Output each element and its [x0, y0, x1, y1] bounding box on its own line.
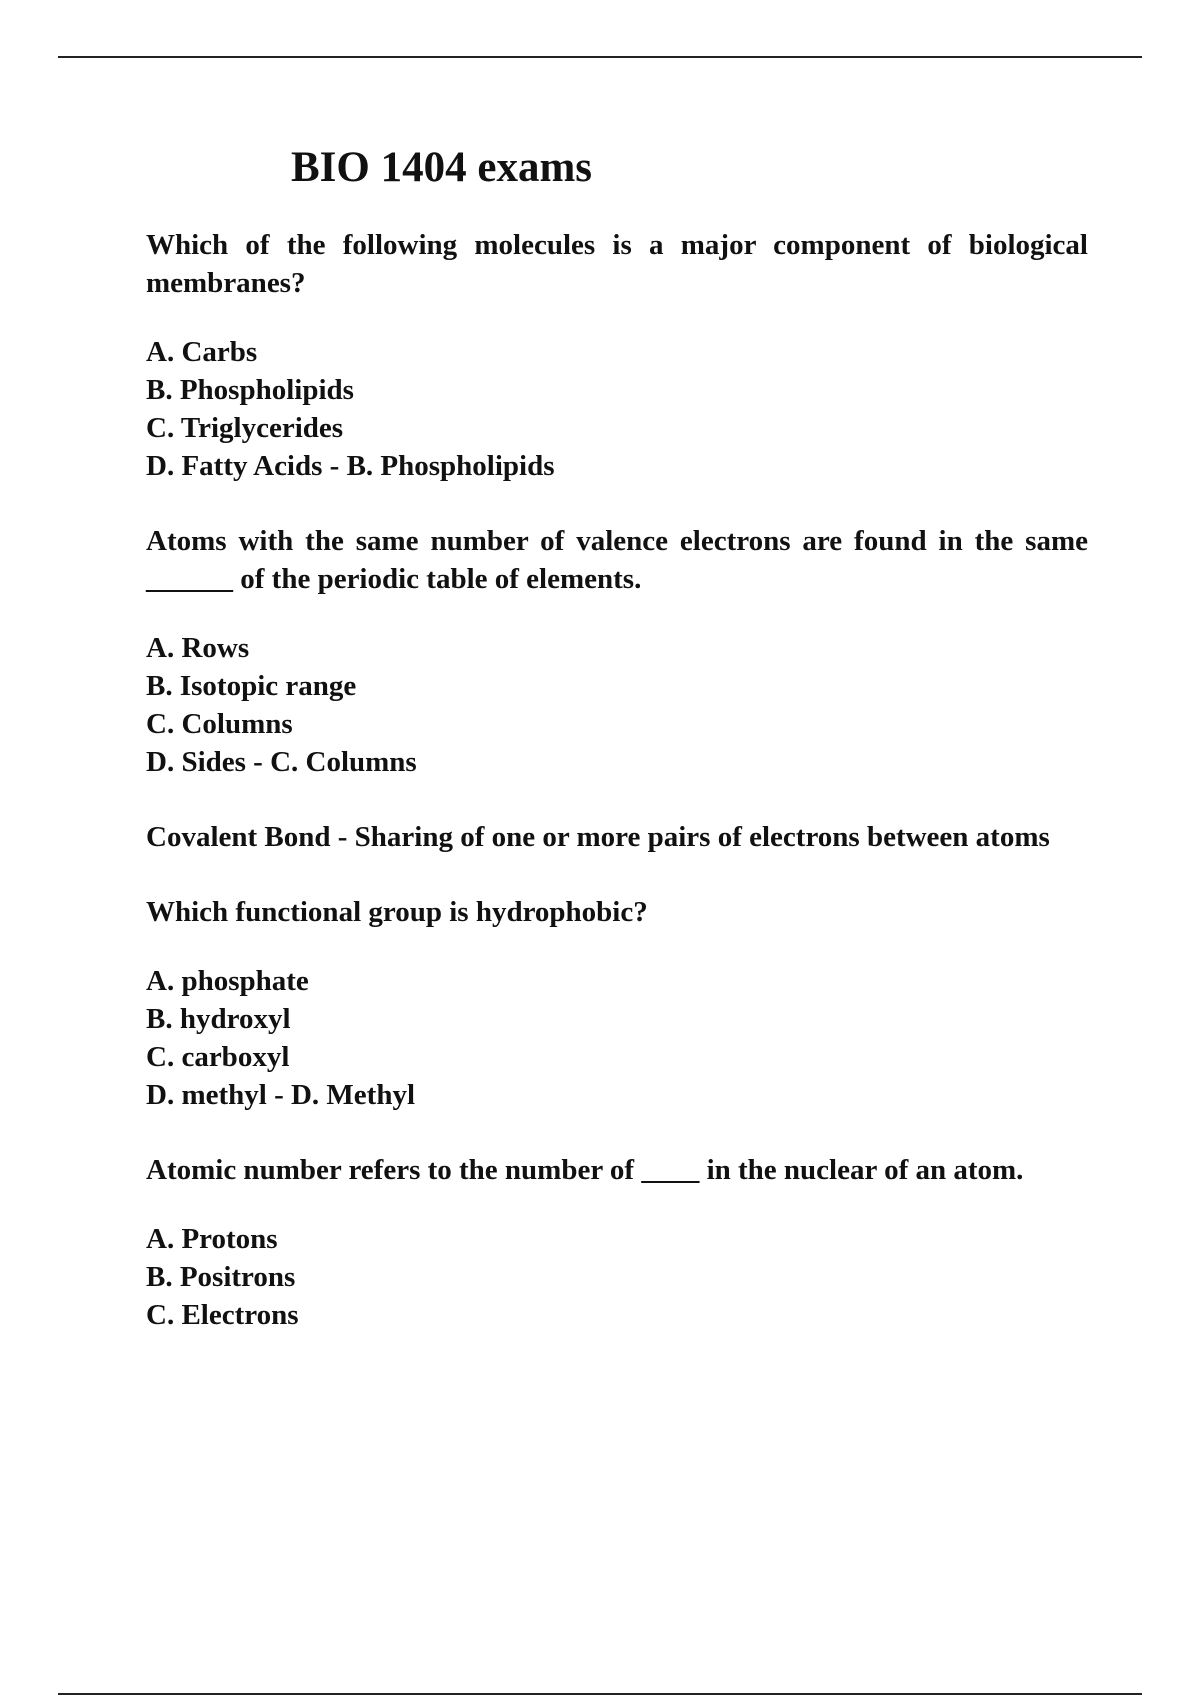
page-title: BIO 1404 exams — [291, 144, 592, 191]
option-b: B. hydroxyl — [146, 1003, 291, 1035]
definition-block — [146, 818, 1088, 856]
question-block-1 — [146, 226, 1088, 485]
question-text: Which of the following molecules is a major component of biological membranes? — [146, 229, 1088, 299]
exam-content — [146, 226, 1088, 1371]
question-text: Atoms with the same number of valence electrons are found in the same ______ of the periodic table of elements. — [146, 525, 1088, 595]
question-block-4 — [146, 1151, 1088, 1334]
question-text: Atomic number refers to the number of ____ in the nuclear of an atom. — [146, 1154, 1024, 1186]
answer-options — [146, 333, 1088, 485]
option-c: C. Columns — [146, 708, 293, 740]
option-b: B. Positrons — [146, 1261, 296, 1293]
option-d: D. Sides - C. Columns — [146, 746, 417, 778]
top-rule — [58, 56, 1142, 58]
option-b: B. Phospholipids — [146, 374, 354, 406]
option-d: D. methyl - D. Methyl — [146, 1079, 416, 1111]
answer-options — [146, 962, 1088, 1114]
option-a: A. Rows — [146, 632, 250, 664]
answer-options — [146, 629, 1088, 781]
question-block-2 — [146, 522, 1088, 781]
answer-options — [146, 1220, 1088, 1334]
option-c: C. Triglycerides — [146, 412, 344, 444]
question-text: Which functional group is hydrophobic? — [146, 896, 648, 928]
option-a: A. Carbs — [146, 336, 258, 368]
option-c: C. carboxyl — [146, 1041, 290, 1073]
option-a: A. Protons — [146, 1223, 278, 1255]
option-c: C. Electrons — [146, 1299, 299, 1331]
option-a: A. phosphate — [146, 965, 309, 997]
question-block-3 — [146, 893, 1088, 1114]
option-b: B. Isotopic range — [146, 670, 357, 702]
bottom-rule — [58, 1693, 1142, 1695]
option-d: D. Fatty Acids - B. Phospholipids — [146, 450, 555, 482]
definition-text: Covalent Bond - Sharing of one or more pairs of electrons between atoms — [146, 821, 1050, 853]
